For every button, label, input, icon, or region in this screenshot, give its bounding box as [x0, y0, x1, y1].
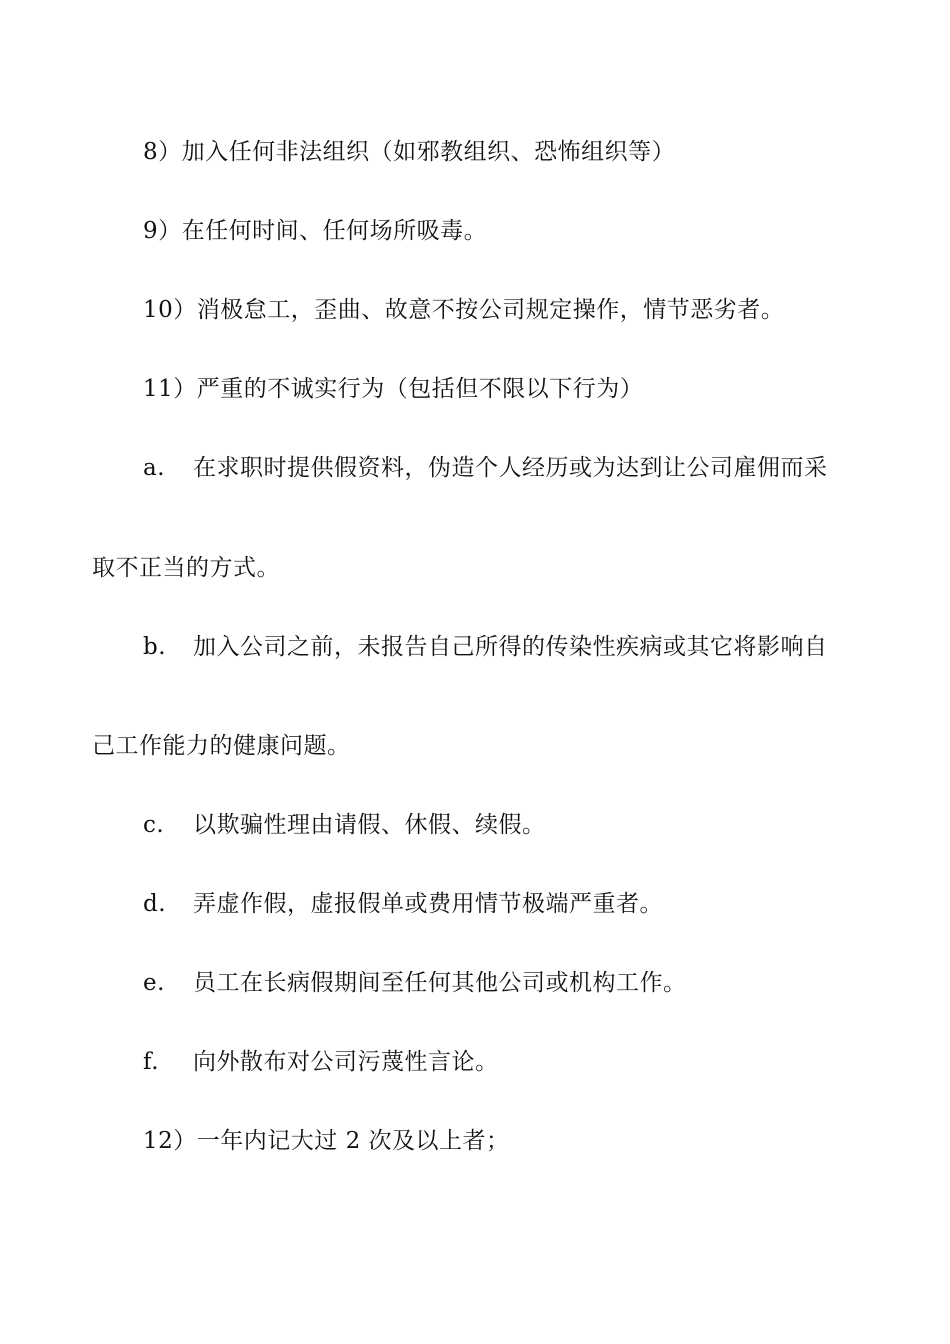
- item-text: 在求职时提供假资料，伪造个人经历或为达到让公司雇佣而采: [193, 455, 828, 481]
- item-marker: a.: [143, 455, 166, 481]
- list-item-9: [143, 216, 487, 246]
- item-marker: b.: [143, 634, 167, 660]
- sub-item-e: [143, 968, 687, 998]
- item-marker: e.: [143, 970, 165, 996]
- item-text: 取不正当的方式。: [92, 555, 280, 581]
- sub-item-c: [143, 810, 546, 840]
- list-item-12: [143, 1126, 510, 1156]
- item-marker: d.: [143, 891, 167, 917]
- sub-item-b-continuation: [92, 731, 351, 761]
- list-item-11: [143, 374, 643, 404]
- sub-item-a: [143, 453, 828, 483]
- sub-item-d: [143, 889, 663, 919]
- item-text: 员工在长病假期间至任何其他公司或机构工作。: [193, 970, 687, 996]
- list-item-8: [143, 137, 675, 167]
- sub-item-a-continuation: [92, 553, 280, 583]
- item-text: 9）在任何时间、任何场所吸毒。: [143, 218, 488, 244]
- item-text: 以欺骗性理由请假、休假、续假。: [193, 812, 546, 838]
- item-text: 弄虚作假，虚报假单或费用情节极端严重者。: [193, 891, 663, 917]
- sub-item-b: [143, 632, 828, 662]
- list-item-10: [143, 295, 784, 325]
- sub-item-f: [143, 1047, 499, 1077]
- item-text: 12）一年内记大过 2 次及以上者；: [143, 1128, 510, 1154]
- item-marker: c.: [143, 812, 165, 838]
- item-text: 加入公司之前，未报告自己所得的传染性疾病或其它将影响自: [193, 634, 828, 660]
- item-text: 10）消极怠工，歪曲、故意不按公司规定操作，情节恶劣者。: [143, 297, 785, 323]
- item-text: 8）加入任何非法组织（如邪教组织、恐怖组织等）: [143, 139, 676, 165]
- item-text: 11）严重的不诚实行为（包括但不限以下行为）: [143, 376, 644, 402]
- item-marker: f.: [143, 1049, 160, 1075]
- item-text: 己工作能力的健康问题。: [92, 733, 351, 759]
- item-text: 向外散布对公司污蔑性言论。: [193, 1049, 499, 1075]
